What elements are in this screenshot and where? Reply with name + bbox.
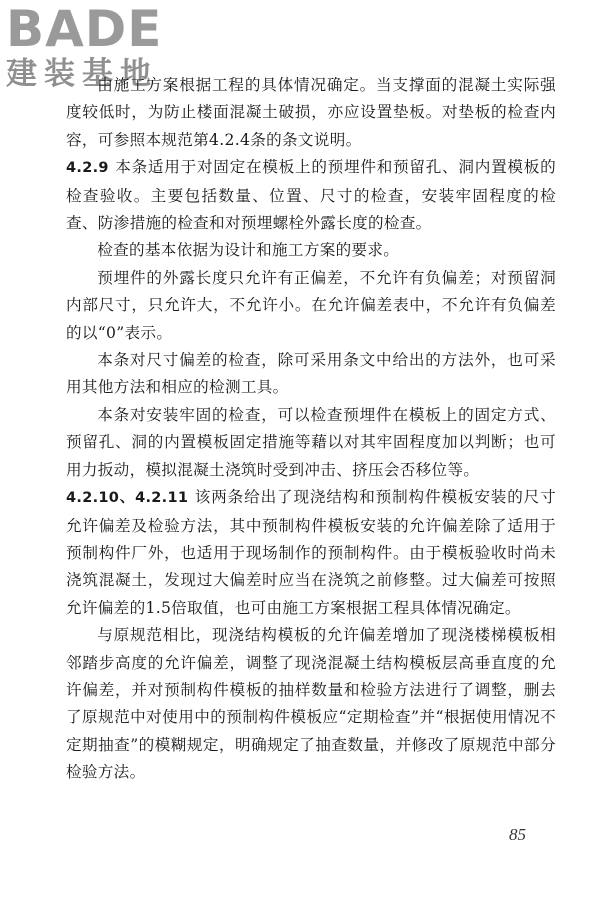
document-body (66, 72, 556, 787)
paragraph (66, 622, 556, 786)
paragraph-text: 由施工方案根据工程的具体情况确定。当支撑面的混凝土实际强度较低时，为防止楼面混凝土破损，亦应设置垫板。对垫板的检查内容，可参照本规范第4.2.4条的条文说明。 (66, 76, 556, 149)
watermark-subtitle: 建装基地 (6, 56, 158, 92)
paragraph-text: 本条对安装牢固的检查，可以检查预埋件在模板上的固定方式、预留孔、洞的内置模板固定措施等藉以对其牢固程度加以判断；也可用力扳动，模拟混凝土浇筑时受到冲击、挤压会否移位等。 (66, 405, 556, 479)
paragraph-text: 本条对尺寸偏差的检查，除可采用条文中给出的方法外，也可采用其他方法和相应的检测工具。 (66, 351, 556, 397)
clause-paragraph (66, 154, 556, 237)
paragraph (66, 72, 556, 154)
clause-number: 4.2.9 (66, 160, 109, 177)
page-number: 85 (509, 825, 526, 844)
watermark-brand: BADE (6, 0, 163, 58)
clause-number: 4.2.10、4.2.11 (66, 490, 189, 507)
paragraph (66, 265, 556, 347)
paragraph (66, 237, 556, 264)
paragraph-text: 该两条给出了现浇结构和预制构件模板安装的尺寸允许偏差及检验方法，其中预制构件模板安装的允许偏差除了适用于预制构件厂外，也适用于现场制作的预制构件。由于模板验收时尚未浇筑混凝土，发现过大偏差时应当在浇筑之前修整。过大偏差可按照允许偏差的1.5倍取值，也可由施工方案根据工程具体情况确定。 (66, 488, 556, 617)
paragraph (66, 347, 556, 402)
paragraph-text: 本条适用于对固定在模板上的预埋件和预留孔、洞内置模板的检查验收。主要包括数量、位置、尺寸的检查，安装牢固程度的检查、防渗措施的检查和对预埋螺栓外露长度的检查。 (66, 158, 556, 233)
paragraph-text: 与原规范相比，现浇结构模板的允许偏差增加了现浇楼梯模板相邻踏步高度的允许偏差，调整了现浇混凝土结构模板层高垂直度的允许偏差，并对预制构件模板的抽样数量和检验方法进行了调整，删去了原规范中对使用中的预制构件模板应“定期检查”并“根据使用情况不定期抽查”的模糊规定，明确规定了抽查数量，并修改了原规范中部分检验方法。 (66, 626, 556, 782)
clause-paragraph (66, 484, 556, 622)
paragraph-text: 检查的基本依据为设计和施工方案的要求。 (97, 241, 400, 260)
paragraph-text: 预埋件的外露长度只允许有正偏差，不允许有负偏差；对预留洞内部尺寸，只允许大，不允许小。在允许偏差表中，不允许有负偏差的以“0”表示。 (66, 268, 556, 342)
paragraph (66, 402, 556, 484)
